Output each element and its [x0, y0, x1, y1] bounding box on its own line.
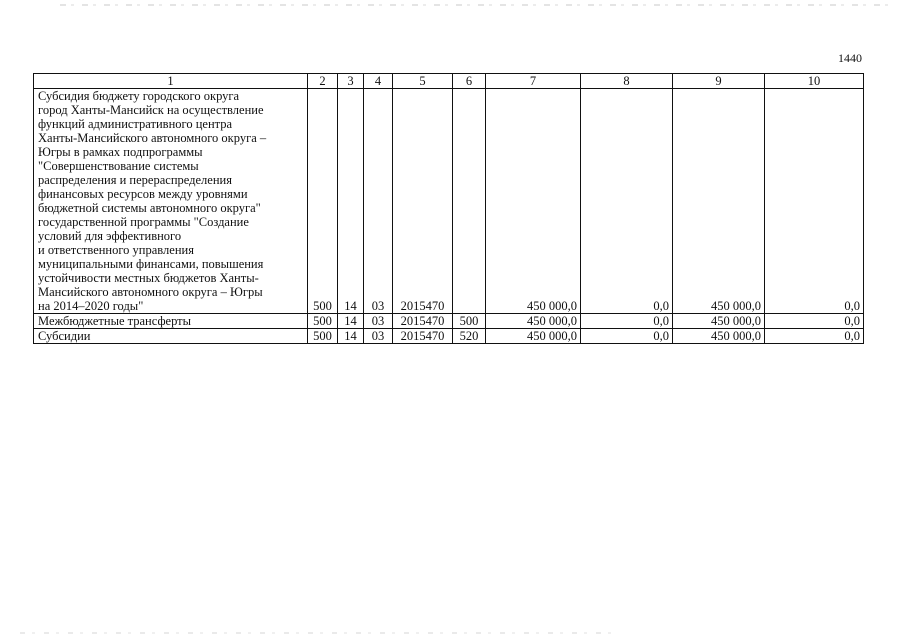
cell-expense-type: 520 [453, 329, 486, 344]
table-row [34, 314, 864, 329]
header-col-8: 8 [581, 74, 673, 89]
row-name: Субсидия бюджету городского округа город Ханты-Мансийск на осуществление функций административного центра Ханты-Мансийского автономного округа – Югры в рамках подпрограммы "Совершенствование системы распределения и перераспределения финансовых ресурсов между уровнями бюджетной системы автономного округа" государственной программы "Создание условий для эффективного и ответственного управления муниципальными финансами, повышения устойчивости местных бюджетов Ханты- Мансийского автономного округа – Югры на 2014–2020 годы" [34, 89, 308, 314]
cell-target-article: 2015470 [393, 89, 453, 314]
row-name: Субсидии [34, 329, 308, 344]
cell-amount-col10: 0,0 [765, 89, 864, 314]
cell-amount-total: 450 000,0 [486, 314, 581, 329]
cell-amount-total: 450 000,0 [486, 329, 581, 344]
cell-target-article: 2015470 [393, 314, 453, 329]
header-col-3: 3 [338, 74, 364, 89]
cell-amount-col9: 450 000,0 [673, 329, 765, 344]
row-name: Межбюджетные трансферты [34, 314, 308, 329]
cell-admin-code: 500 [308, 89, 338, 314]
cell-target-article: 2015470 [393, 329, 453, 344]
cell-section: 14 [338, 329, 364, 344]
cell-amount-col9: 450 000,0 [673, 314, 765, 329]
cell-subsection: 03 [364, 314, 393, 329]
cell-amount-total: 450 000,0 [486, 89, 581, 314]
header-col-4: 4 [364, 74, 393, 89]
page-number: 1440 [838, 51, 862, 65]
cell-amount-col9: 450 000,0 [673, 89, 765, 314]
cell-amount-col8: 0,0 [581, 314, 673, 329]
cell-section: 14 [338, 89, 364, 314]
cell-subsection: 03 [364, 329, 393, 344]
cell-amount-col10: 0,0 [765, 329, 864, 344]
header-col-6: 6 [453, 74, 486, 89]
cell-admin-code: 500 [308, 314, 338, 329]
scan-artifact-bottom [20, 632, 620, 634]
scan-artifact-top [60, 4, 890, 6]
cell-admin-code: 500 [308, 329, 338, 344]
cell-amount-col8: 0,0 [581, 89, 673, 314]
header-col-2: 2 [308, 74, 338, 89]
header-col-5: 5 [393, 74, 453, 89]
table-row [34, 89, 864, 314]
header-col-7: 7 [486, 74, 581, 89]
cell-amount-col8: 0,0 [581, 329, 673, 344]
header-col-10: 10 [765, 74, 864, 89]
cell-amount-col10: 0,0 [765, 314, 864, 329]
budget-table [33, 73, 864, 344]
header-col-1: 1 [34, 74, 308, 89]
cell-subsection: 03 [364, 89, 393, 314]
cell-section: 14 [338, 314, 364, 329]
header-col-9: 9 [673, 74, 765, 89]
cell-expense-type: 500 [453, 314, 486, 329]
table-header-row [34, 74, 864, 89]
cell-expense-type [453, 89, 486, 314]
table-row [34, 329, 864, 344]
